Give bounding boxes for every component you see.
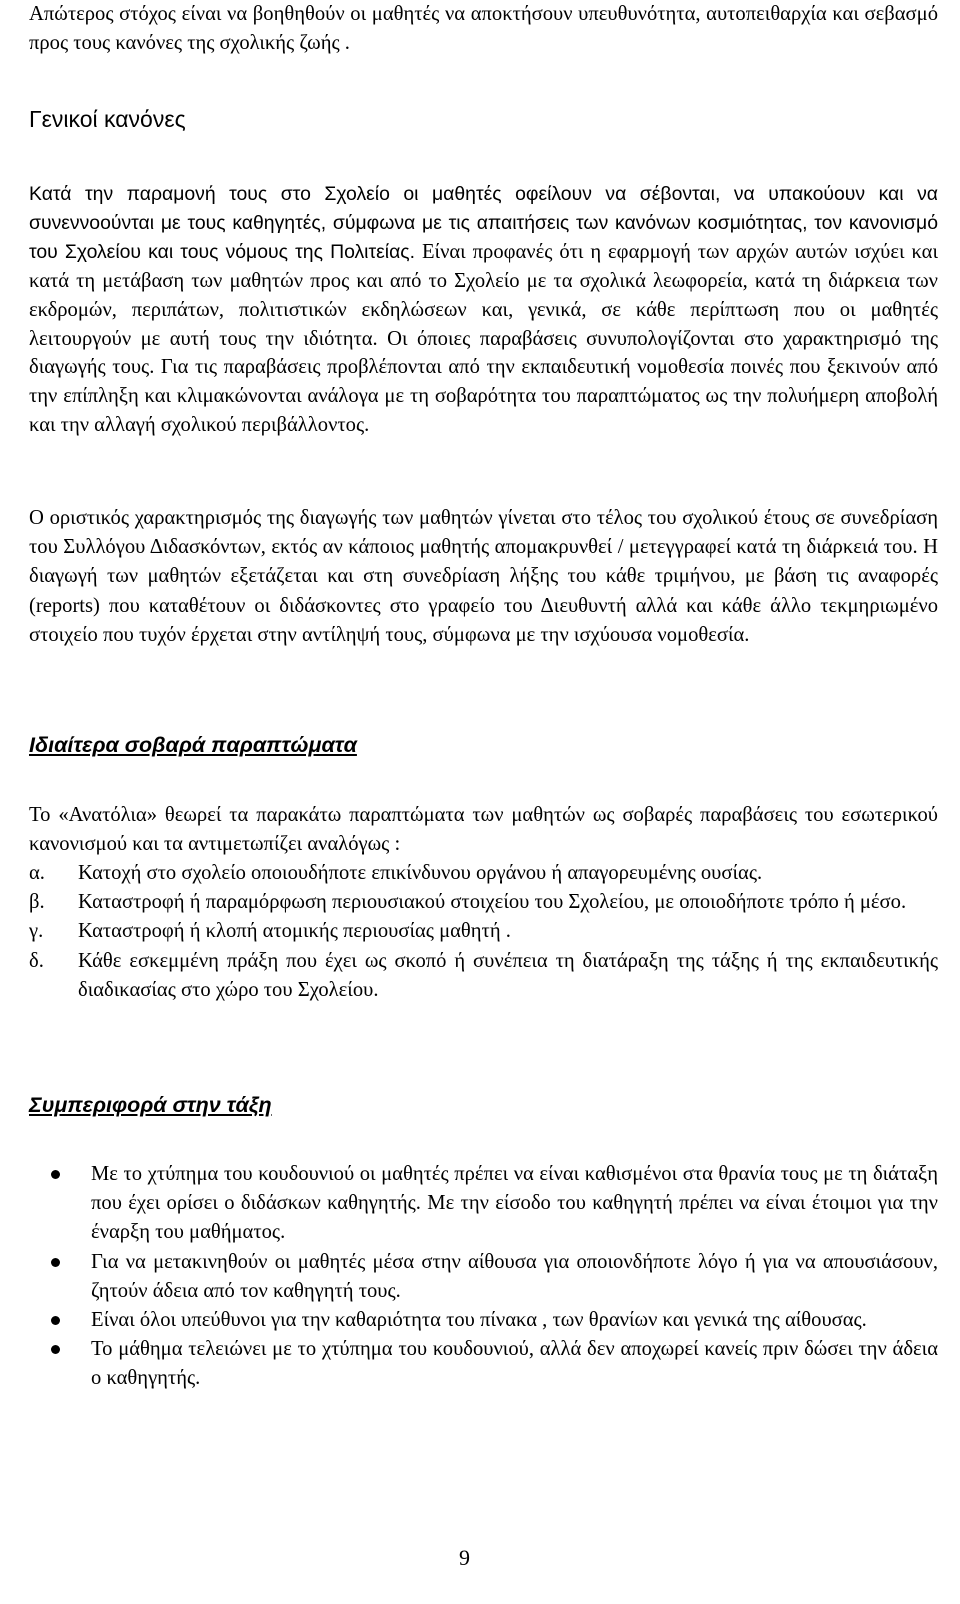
general-rules-paragraph-1 <box>29 180 938 440</box>
list-item <box>29 917 938 946</box>
list-item-text: Για να μετακινηθούν οι μαθητές μέσα στην αίθουσα για οποιονδήποτε λόγο ή για να απουσιάσουν, ζητούν άδεια από τον καθηγητή τους. <box>91 1250 938 1302</box>
serious-offences-list <box>29 859 938 1005</box>
intro-paragraph: Απώτερος στόχος είναι να βοηθηθούν οι μαθητές να αποκτήσουν υπευθυνότητα, αυτοπειθαρχία και σεβασμό προς τους κανόνες της σχολικής ζωής . <box>29 3 938 55</box>
list-item <box>29 1306 938 1335</box>
list-marker: β. <box>29 891 45 914</box>
page-number: 9 <box>459 1545 470 1570</box>
bullet-icon <box>29 1160 91 1248</box>
list-item <box>29 1248 938 1306</box>
bullet-icon <box>29 1306 91 1335</box>
list-item-text: Το μάθημα τελειώνει με το χτύπημα του κουδουνιού, αλλά δεν αποχωρεί κανείς πριν δώσει την άδεια ο καθηγητής. <box>91 1338 938 1390</box>
general-rules-paragraph-2: Ο οριστικός χαρακτηρισμός της διαγωγής των μαθητών γίνεται στο τέλος του σχολικού έτους σε συνεδρίαση του Συλλόγου Διδασκόντων, εκτός αν κάποιος μαθητής απομακρυνθεί / μετεγγραφεί κατά τη διάρκειά του. Η διαγωγή των μαθητών εξετάζεται και στη συνεδρίαση λήξης του κάθε τριμήνου, με βάση τις αναφορές (reports) που καταθέτουν οι διδάσκοντες στο γραφείο του Διευθυντή αλλά και κάθε άλλο τεκμηριωμένο στοιχείο που τυχόν έρχεται στην αντίληψή τους, σύμφωνα με την ισχύουσα νομοθεσία. <box>29 507 938 646</box>
serious-offences-intro: Το «Ανατόλια» θεωρεί τα παρακάτω παραπτώματα των μαθητών ως σοβαρές παραβάσεις του εσωτερικού κανονισμού και τα αντιμετωπίζει αναλόγως : <box>29 804 938 856</box>
list-marker: α. <box>29 862 45 884</box>
list-marker: δ. <box>29 949 44 972</box>
list-item-text: Καταστροφή ή κλοπή ατομικής περιουσίας μαθητή . <box>78 920 511 943</box>
general-rules-paragraph-1-serif: Είναι προφανές ότι η εφαρμογή των αρχών αυτών ισχύει και κατά τη μετάβαση των μαθητών προς και από το Σχολείο με τα σχολικά λεωφορεία, κατά τη διάρκεια των εκδρομών, περιπάτων, πολιτιστικών εκδηλώσεων και, γενικά, σε κάθε περίπτωση που οι μαθητές λειτουργούν με αυτή τους την ιδιότητα. Οι όποιες παραβάσεις συνυπολογίζονται στο χαρακτηρισμό της διαγωγής τους. Για τις παραβάσεις προβλέπονται από την εκπαιδευτική νομοθεσία ποινές που ξεκινούν από την επίπληξη και κλιμακώνονται ανάλογα με τη σοβαρότητα του παραπτώματος ως την πολυήμερη αποβολή και την αλλαγή σχολικού περιβάλλοντος. <box>29 240 939 437</box>
list-item <box>29 1335 938 1393</box>
general-rules-heading: Γενικοί κανόνες <box>29 106 186 132</box>
list-item-text: Κατοχή στο σχολείο οποιουδήποτε επικίνδυνου οργάνου ή απαγορευμένης ουσίας. <box>78 862 763 884</box>
list-item-text: Καταστροφή ή παραμόρφωση περιουσιακού στοιχείου του Σχολείου, με οποιοδήποτε τρόπο ή μέσο. <box>78 891 907 914</box>
serious-offences-heading: Ιδιαίτερα σοβαρά παραπτώματα <box>29 733 357 757</box>
classroom-behavior-heading: Συμπεριφορά στην τάξη <box>29 1093 272 1117</box>
list-item-text: Είναι όλοι υπεύθυνοι για την καθαριότητα του πίνακα , των θρανίων και γενικά της αίθουσας. <box>91 1309 867 1332</box>
list-item <box>29 1160 938 1248</box>
list-item <box>29 859 938 888</box>
list-item <box>29 947 938 1005</box>
bullet-icon <box>29 1335 91 1393</box>
general-rules-paragraph-1-sans: Κατά την παραμονή τους στο Σχολείο οι μαθητές οφείλουν να σέβονται, να υπακούουν και να συνεννοούνται με τους καθηγητές, σύμφωνα με τις απαιτήσεις των κανόνων κοσμιότητας, τον κανονισμό του Σχολείου και τους νόμους της Πολιτείας. <box>29 183 938 263</box>
list-item <box>29 888 938 917</box>
classroom-behavior-list <box>29 1160 938 1394</box>
list-item-text: Με το χτύπημα του κουδουνιού οι μαθητές πρέπει να είναι καθισμένοι στα θρανία τους με τη διάταξη που έχει ορίσει ο διδάσκων καθηγητής. Με την είσοδο του καθηγητή πρέπει να είναι έτοιμοι για την έναρξη του μαθήματος. <box>91 1163 938 1244</box>
list-marker: γ. <box>29 920 44 943</box>
list-item-text: Κάθε εσκεμμένη πράξη που έχει ως σκοπό ή συνέπεια τη διατάραξη της τάξης ή της εκπαιδευτικής διαδικασίας στο χώρο του Σχολείου. <box>78 949 938 1001</box>
bullet-icon <box>29 1248 91 1306</box>
